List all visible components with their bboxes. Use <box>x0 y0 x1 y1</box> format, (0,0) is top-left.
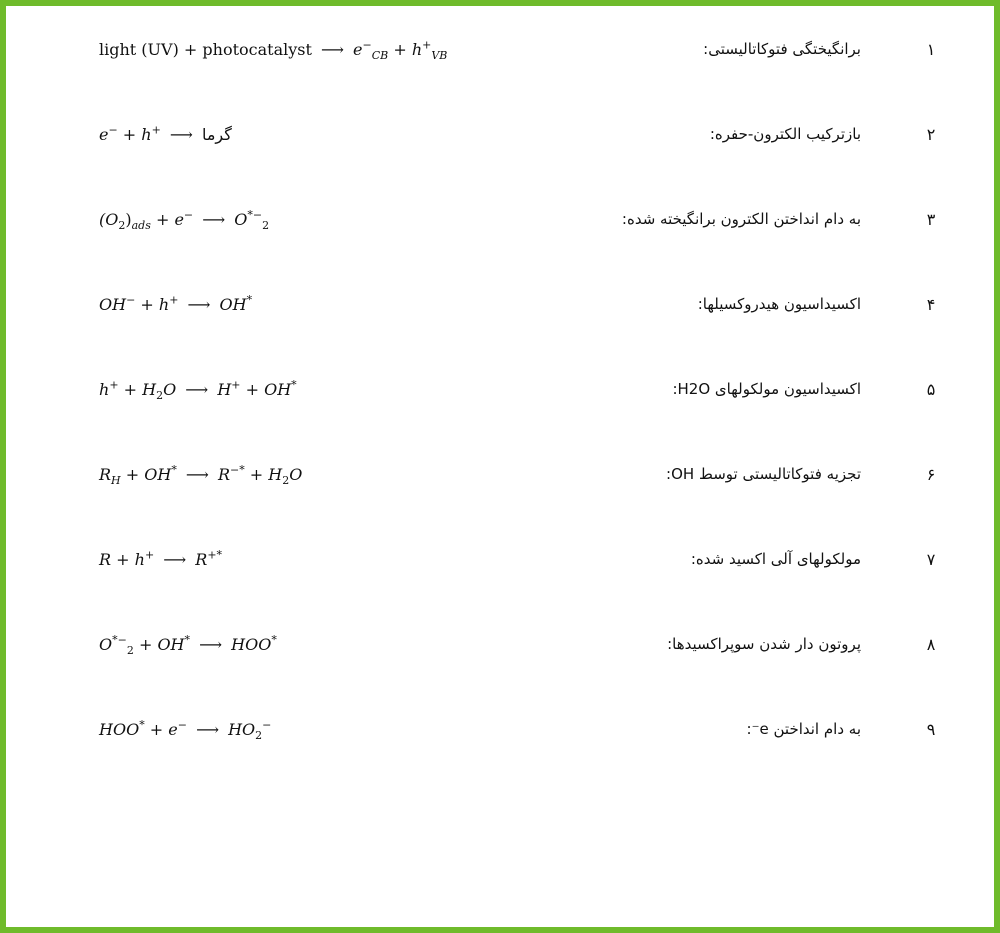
eq3-ads-sub: ads <box>131 219 151 233</box>
eq7-plus: + <box>116 550 130 569</box>
equation-7 <box>99 550 222 569</box>
eq6-water-h: H <box>268 465 283 484</box>
eq6-plus-1: + <box>125 465 140 484</box>
eq2-electron: e <box>99 125 109 144</box>
equation-3 <box>99 208 270 233</box>
eq3-electron-sup: − <box>183 208 194 222</box>
eq7-product: R <box>195 550 208 569</box>
eq6-organic-sub: H <box>111 474 121 488</box>
eq8-radical-sup: * <box>184 633 191 647</box>
reaction-label-7: مولکولهای آلی اکسید شده: <box>690 550 861 568</box>
reaction-number-9: ۹ <box>926 720 936 739</box>
reaction-row-3 <box>6 200 1000 240</box>
eq9-product-sub: 2 <box>255 729 263 743</box>
eq3-oxygen-sub: 2 <box>118 219 126 233</box>
equation-4 <box>99 295 252 314</box>
eq6-water-sub: 2 <box>282 474 290 488</box>
reaction-row-7 <box>6 540 1000 580</box>
reaction-label-5: اکسیداسیون مولکولهای H2O: <box>672 380 861 398</box>
eq2-hole: h <box>141 125 152 144</box>
reaction-number-8: ۸ <box>926 635 936 654</box>
eq3-superoxide-sup: *− <box>247 208 263 222</box>
reaction-number-3: ۳ <box>926 210 936 229</box>
eq9-plus: + <box>149 720 164 739</box>
eq1-electron: e <box>353 40 363 59</box>
eq9-electron: e <box>168 720 178 739</box>
eq8-superoxide-sup: *− <box>112 633 127 647</box>
eq1-hole: h <box>411 40 423 59</box>
reaction-number-5: ۵ <box>926 380 936 399</box>
equation-6 <box>99 463 303 488</box>
eq2-arrow: ⟶ <box>169 125 193 144</box>
eq1-plus: + <box>393 40 407 59</box>
reaction-label-4: اکسیداسیون هیدروکسیلها: <box>697 295 861 313</box>
equation-8 <box>99 633 277 658</box>
eq5-proton: H <box>217 380 232 399</box>
eq1-hole-sub: VB <box>431 49 448 63</box>
eq8-superoxide-sub: 2 <box>126 644 134 658</box>
eq3-oxygen: (O <box>99 210 119 229</box>
eq4-plus: + <box>140 295 154 314</box>
reaction-row-4 <box>6 285 1000 325</box>
reaction-row-6 <box>6 455 1000 495</box>
eq3-plus: + <box>155 210 170 229</box>
eq8-radical: OH <box>157 635 185 654</box>
equation-5 <box>99 378 297 403</box>
eq3-electron: e <box>174 210 184 229</box>
eq3-superoxide: O <box>234 210 248 229</box>
eq6-plus-2: + <box>249 465 264 484</box>
eq5-hole: h <box>99 380 110 399</box>
eq9-arrow: ⟶ <box>196 720 219 739</box>
eq7-arrow: ⟶ <box>163 550 187 569</box>
eq5-arrow: ⟶ <box>185 380 209 399</box>
eq2-plus: + <box>122 125 137 144</box>
eq8-product: HOO <box>231 635 272 654</box>
equation-9 <box>99 718 272 743</box>
eq6-product-sup: −* <box>229 463 245 477</box>
eq1-electron-sub: CB <box>371 49 389 63</box>
eq7-product-sup: +* <box>207 548 223 562</box>
reaction-number-4: ۴ <box>926 295 936 314</box>
eq7-hole-sup: + <box>144 548 155 562</box>
reaction-row-2 <box>6 115 1000 155</box>
eq4-arrow: ⟶ <box>187 295 211 314</box>
reaction-label-9: به دام انداختن ‎e⁻: <box>746 720 861 738</box>
eq4-hydroxide: OH <box>99 295 127 314</box>
eq4-hole-sup: + <box>169 293 179 307</box>
eq8-arrow: ⟶ <box>199 635 223 654</box>
eq3-arrow: ⟶ <box>202 210 226 229</box>
reaction-row-5 <box>6 370 1000 410</box>
reaction-row-8 <box>6 625 1000 665</box>
eq1-reactants: light (UV) + photocatalyst <box>99 40 312 59</box>
reaction-row-1 <box>6 30 1000 70</box>
eq5-water-sub: 2 <box>156 389 164 403</box>
eq2-hole-sup: + <box>151 123 161 137</box>
eq3-superoxide-sub: 2 <box>262 219 270 233</box>
eq8-product-sup: * <box>271 633 277 647</box>
eq5-proton-sup: + <box>231 378 241 392</box>
eq6-water-o: O <box>289 465 303 484</box>
eq9-radical: HOO <box>99 720 140 739</box>
eq5-hole-sup: + <box>109 378 119 392</box>
eq1-arrow: ⟶ <box>321 40 344 59</box>
eq9-product: HO <box>228 720 256 739</box>
eq4-hydroxide-sup: − <box>126 293 136 307</box>
reaction-label-2: بازترکیب الکترون-حفره: <box>709 125 861 143</box>
eq6-radical-sup: * <box>171 463 177 477</box>
reaction-number-7: ۷ <box>926 550 936 569</box>
eq4-hole: h <box>158 295 170 314</box>
eq7-hole: h <box>134 550 145 569</box>
reaction-label-6: تجزیه فتوکاتالیستی توسط OH: <box>666 465 861 483</box>
eq5-plus-1: + <box>123 380 138 399</box>
eq5-radical-sup: * <box>291 378 297 392</box>
reaction-number-6: ۶ <box>926 465 936 484</box>
eq6-product: R <box>217 465 230 484</box>
reaction-number-2: ۲ <box>926 125 936 144</box>
eq5-water-h: H <box>142 380 157 399</box>
eq9-radical-sup: * <box>139 718 145 732</box>
eq6-radical: OH <box>144 465 172 484</box>
reaction-label-8: پروتون دار شدن سوپراکسیدها: <box>667 635 861 653</box>
eq1-electron-sup: − <box>362 38 372 52</box>
eq6-organic: R <box>99 465 112 484</box>
eq5-water-o: O <box>163 380 177 399</box>
eq9-electron-sup: − <box>177 718 187 732</box>
equation-1 <box>99 38 448 63</box>
eq1-hole-sup: + <box>422 38 432 52</box>
eq2-electron-sup: − <box>108 123 118 137</box>
reaction-number-1: ۱ <box>926 40 936 59</box>
eq4-radical-sup: * <box>246 293 253 307</box>
eq6-arrow: ⟶ <box>185 465 209 484</box>
eq9-product-sup: − <box>262 718 272 732</box>
eq5-plus-2: + <box>245 380 259 399</box>
eq5-radical: OH <box>264 380 292 399</box>
eq8-plus: + <box>138 635 153 654</box>
eq8-superoxide: O <box>99 635 113 654</box>
reaction-row-9 <box>6 710 1000 750</box>
reaction-label-1: برانگیختگی فتوکاتالیستی: <box>703 40 861 58</box>
eq4-radical: OH <box>219 295 247 314</box>
equation-2 <box>99 125 232 144</box>
eq2-product-heat: گرما <box>201 125 232 144</box>
eq7-organic: R <box>99 550 112 569</box>
eq3-paren: ) <box>125 210 132 229</box>
reaction-label-3: به دام انداختن الکترون برانگیخته شده: <box>621 210 861 228</box>
